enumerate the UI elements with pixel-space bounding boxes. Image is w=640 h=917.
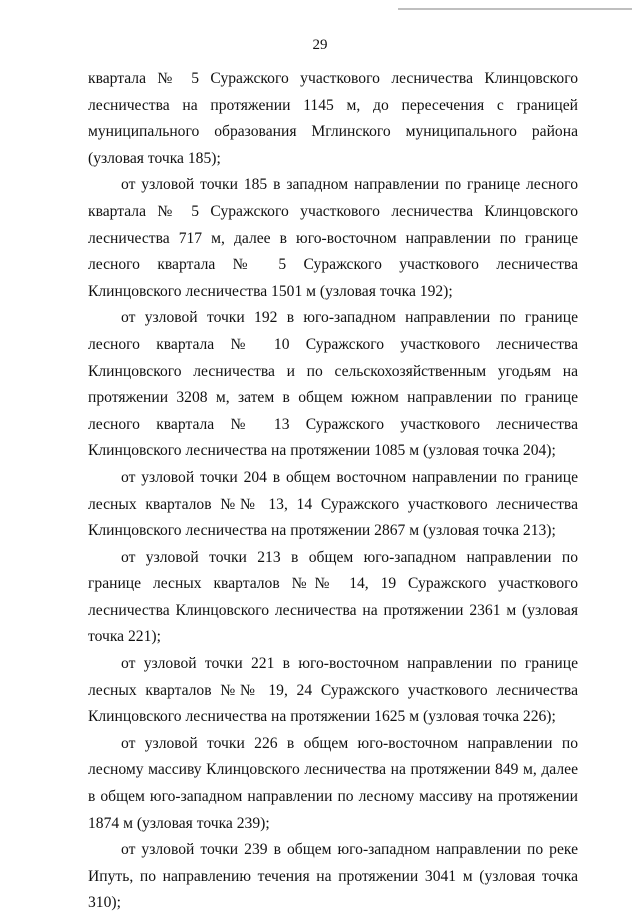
paragraph-node-213: от узловой точки 213 в общем юго-западном направлении по границе лесных кварталов №№ 14, 19 Суражского участкового лесничества Клинцовского лесничества на протяжении 2361 м (узловая точка 221); [88,548,578,646]
paragraph-node-185: от узловой точки 185 в западном направлении по границе лесного квартала № 5 Суражского участкового лесничества Клинцовского лесничества 717 м, далее в юго-восточном направлении по границе лесного квартала № 5 Суражского участкового лесничества Клинцовского лесничества 1501 м (узловая точка 192); [88,176,578,300]
paragraph-node-192: от узловой точки 192 в юго-западном направлении по границе лесного квартала № 10 Суражского участкового лесничества Клинцовского лесничества и по сельскохозяйственным угодьям на протяжении 3208 м, затем в общем южном направлении по границе лесного квартала № 13 Суражского участкового лесничества Клинцовского лесничества на протяжении 1085 м (узловая точка 204); [88,309,578,460]
paragraph-node-204: от узловой точки 204 в общем восточном направлении по границе лесных кварталов №№ 13, 14 Суражского участкового лесничества Клинцовского лесничества на протяжении 2867 м (узловая точка 213); [88,468,578,540]
page-number: 29 [312,37,328,53]
paragraph-node-239: от узловой точки 239 в общем юго-западном направлении по реке Ипуть, по направлению течения на протяжении 3041 м (узловая точка 310); [88,841,578,912]
top-edge-rule [398,8,632,10]
paragraph-continuation: квартала № 5 Суражского участкового лесничества Клинцовского лесничества на протяжении 1145 м, до пересечения с границей муниципального образования Мглинского муниципального района (узловая точка 185); [88,70,578,167]
paragraph-node-226: от узловой точки 226 в общем юго-восточном направлении по лесному массиву Клинцовского лесничества на протяжении 849 м, далее в общем юго-западном направлении по лесному массиву на протяжении 1874 м (узловая точка 239); [88,734,578,832]
document-body [88,66,578,917]
paragraph-node-221: от узловой точки 221 в юго-восточном направлении по границе лесных кварталов №№ 19, 24 Суражского участкового лесничества Клинцовского лесничества на протяжении 1625 м (узловая точка 226); [88,655,578,726]
